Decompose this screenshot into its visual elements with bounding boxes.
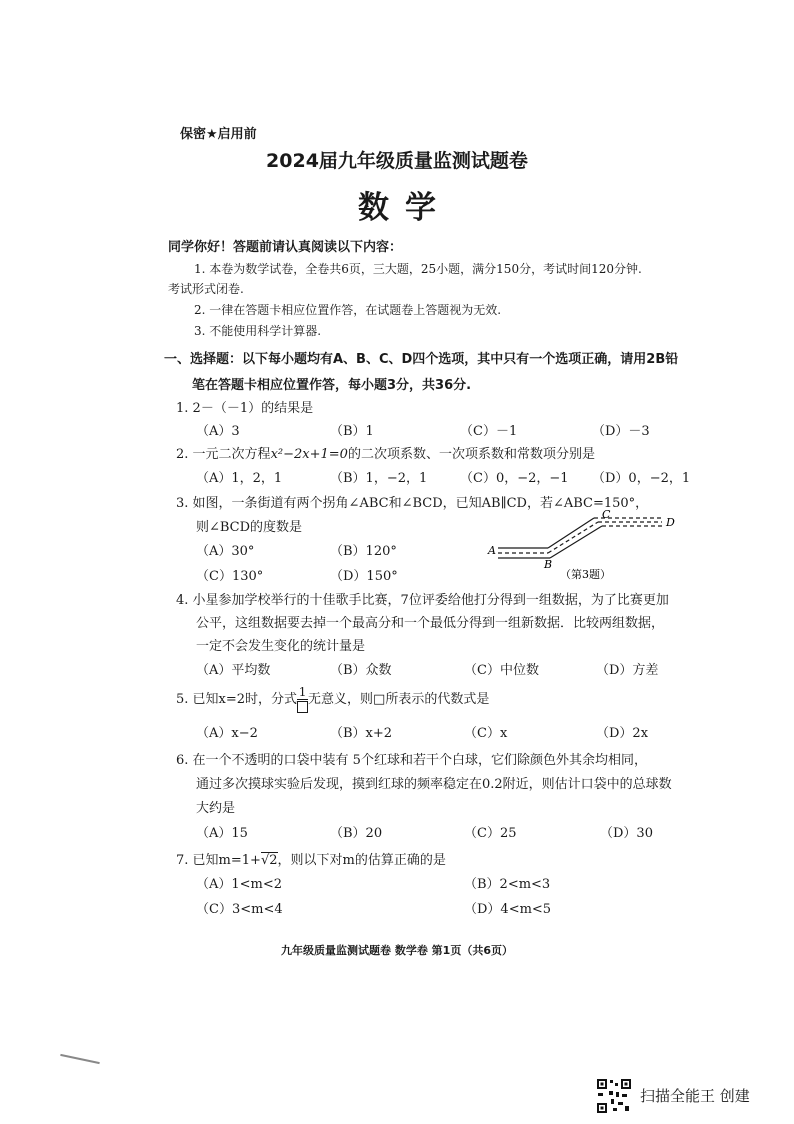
equation: x²−2x+1=0 xyxy=(270,447,348,462)
q3-option-d: （D）150° xyxy=(330,569,398,584)
question-stem: 小星参加学校举行的十佳歌手比赛，7位评委给他打分得到一组数据，为了比赛更加 xyxy=(192,593,669,608)
question-number: 1. xyxy=(176,401,189,416)
q3-stem-cont: 则∠BCD的度数是 xyxy=(196,520,303,535)
q6-option-d: （D）30 xyxy=(600,826,653,841)
scan-smudge xyxy=(60,1054,100,1064)
q4-stem-cont-2: 一定不会发生变化的统计量是 xyxy=(196,639,366,654)
question-stem: 2－（－1）的结果是 xyxy=(192,401,314,416)
instruction-item-2: 2. 一律在答题卡相应位置作答，在试题卷上答题视为无效. xyxy=(194,303,502,317)
question-number: 7. xyxy=(176,853,189,868)
fraction xyxy=(297,686,308,713)
q6-stem-cont-2: 大约是 xyxy=(196,801,236,816)
q2-option-c: （C）0，−2，−1 xyxy=(460,471,569,486)
q5-option-d: （D）2x xyxy=(596,726,649,741)
question-stem: 一元二次方程 xyxy=(192,447,271,462)
q3-option-a: （A）30° xyxy=(196,544,255,559)
label-a: A xyxy=(488,544,496,557)
q4-option-c: （C）中位数 xyxy=(464,663,539,678)
q3-option-c: （C）130° xyxy=(196,569,264,584)
question-number: 6. xyxy=(176,753,189,768)
fraction-denominator-box xyxy=(297,700,308,713)
instructions-greeting: 同学你好！答题前请认真阅读以下内容： xyxy=(168,240,403,255)
confidential-label: 保密★启用前 xyxy=(180,127,257,142)
figure-caption: （第3题） xyxy=(560,568,611,581)
q4-option-b: （B）众数 xyxy=(330,663,392,678)
question-4 xyxy=(176,589,669,608)
q3-street-figure xyxy=(486,506,686,582)
page-footer: 九年级质量监测试题卷 数学卷 第1页（共6页） xyxy=(281,944,513,957)
sqrt-expression: √2 xyxy=(260,853,278,868)
blank-box-icon xyxy=(297,701,308,713)
question-5 xyxy=(176,686,489,713)
q1-option-c: （C）－1 xyxy=(460,424,518,439)
q2-option-d: （D）0，−2，1 xyxy=(592,471,691,486)
street-line-lower-slant xyxy=(548,518,594,548)
qr-code-icon xyxy=(596,1078,632,1114)
q6-option-c: （C）25 xyxy=(464,826,517,841)
question-7 xyxy=(176,849,446,868)
question-stem-cont: 无意义，则□所表示的代数式是 xyxy=(308,692,490,707)
q1-option-d: （D）－3 xyxy=(592,424,650,439)
q2-option-b: （B）1，−2，1 xyxy=(330,471,428,486)
q7-option-a: （A）1<m<2 xyxy=(196,877,283,892)
q4-option-d: （D）方差 xyxy=(596,663,659,678)
q7-option-d: （D）4<m<5 xyxy=(464,902,552,917)
fraction-numerator: 1 xyxy=(298,685,307,699)
q1-option-a: （A）3 xyxy=(196,424,240,439)
q5-option-c: （C）x xyxy=(464,726,508,741)
q4-stem-cont-1: 公平，这组数据要去掉一个最高分和一个最低分得到一组新数据．比较两组数据， xyxy=(196,616,665,631)
question-stem: 如图，一条街道有两个拐角∠ABC和∠BCD，已知AB∥CD，若∠ABC=150°， xyxy=(192,496,649,511)
q5-option-b: （B）x+2 xyxy=(330,726,393,741)
q1-option-b: （B）1 xyxy=(330,424,374,439)
q6-option-b: （B）20 xyxy=(330,826,383,841)
label-b: B xyxy=(544,558,553,571)
exam-title: 2024届九年级质量监测试题卷 xyxy=(266,150,528,172)
question-6 xyxy=(176,749,647,768)
q6-stem-cont-1: 通过多次摸球实验后发现，摸到红球的频率稳定在0.2附近，则估计口袋中的总球数 xyxy=(196,777,672,792)
q7-option-b: （B）2<m<3 xyxy=(464,877,551,892)
q2-option-a: （A）1，2，1 xyxy=(196,471,283,486)
q3-option-b: （B）120° xyxy=(330,544,397,559)
question-number: 4. xyxy=(176,593,189,608)
question-stem-cont: 的二次项系数、一次项系数和常数项分别是 xyxy=(347,447,595,462)
section1-heading-cont: 笔在答题卡相应位置作答，每小题3分，共36分. xyxy=(192,378,472,393)
question-1 xyxy=(176,397,313,416)
question-number: 5. xyxy=(176,692,189,707)
scanner-watermark: 扫描全能王 创建 xyxy=(640,1087,750,1105)
q6-option-a: （A）15 xyxy=(196,826,248,841)
instruction-item-1: 1. 本卷为数学试卷，全卷共6页，三大题，25小题，满分150分，考试时间120分钟. xyxy=(194,262,642,276)
subject-title: 数学 xyxy=(358,190,452,226)
street-center-slant xyxy=(548,522,598,553)
question-2 xyxy=(176,443,595,462)
q4-option-a: （A）平均数 xyxy=(196,663,271,678)
question-number: 2. xyxy=(176,447,189,462)
question-stem: 已知x=2时，分式 xyxy=(192,692,298,707)
q5-option-a: （A）x−2 xyxy=(196,726,258,741)
question-stem-cont: ，则以下对m的估算正确的是 xyxy=(277,853,446,868)
question-stem: 在一个不透明的口袋中装有 5个红球和若干个白球，它们除颜色外其余均相同， xyxy=(192,753,647,768)
q7-option-c: （C）3<m<4 xyxy=(196,902,283,917)
question-stem: 已知m=1+ xyxy=(192,853,261,868)
question-number: 3. xyxy=(176,496,189,511)
instruction-item-3: 3. 不能使用科学计算器. xyxy=(194,324,322,338)
instruction-item-1-cont: 考试形式闭卷. xyxy=(168,282,244,296)
label-c: C xyxy=(602,508,611,521)
section1-heading: 一、选择题：以下每小题均有A、B、C、D四个选项，其中只有一个选项正确，请用2B铅 xyxy=(164,352,679,367)
label-d: D xyxy=(666,516,675,529)
